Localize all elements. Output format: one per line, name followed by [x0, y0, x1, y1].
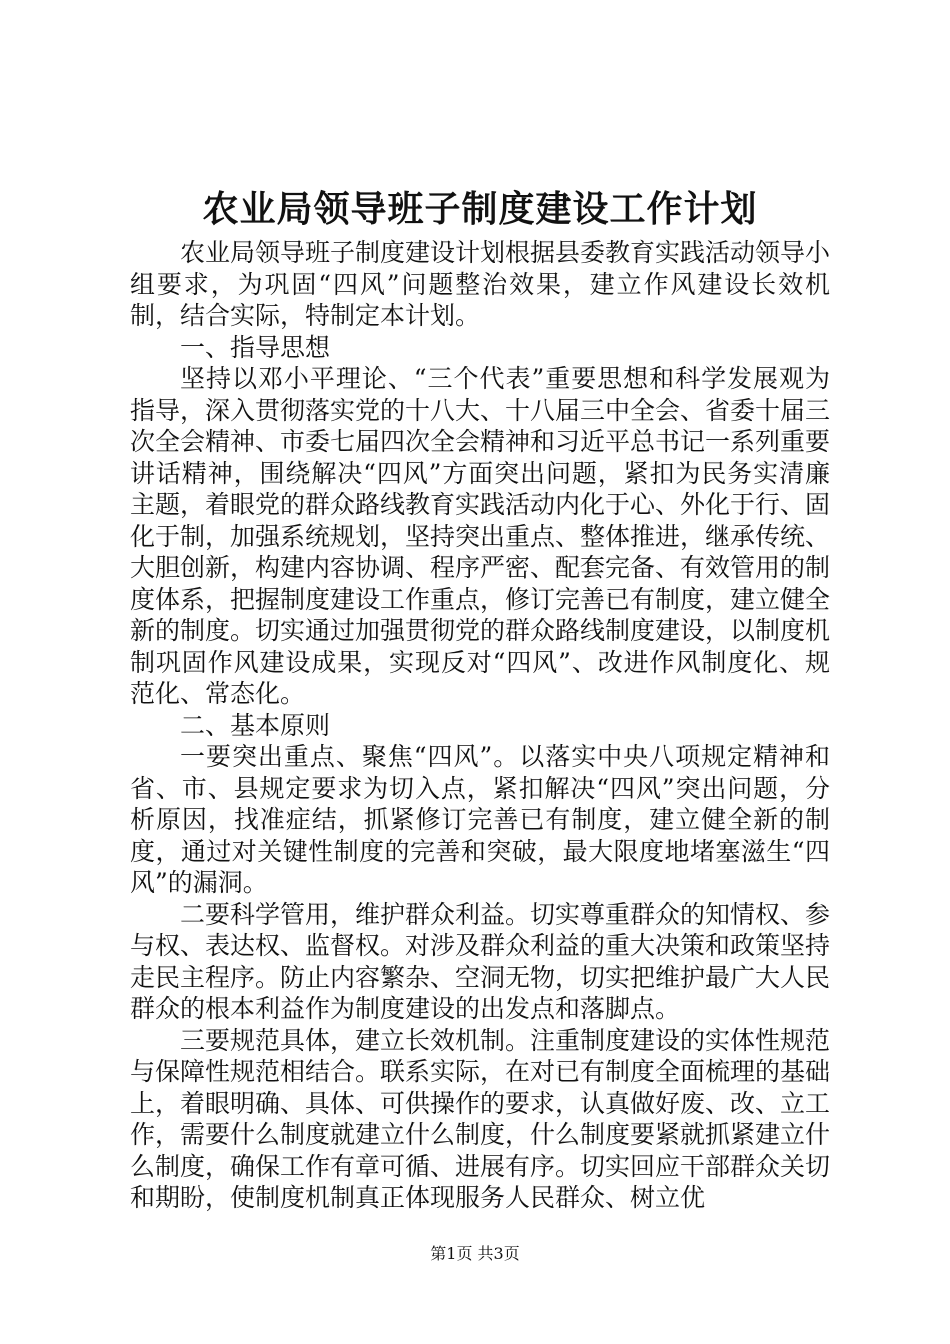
principle-one-paragraph: 一要突出重点、聚焦“四风”。以落实中央八项规定精神和省、市、县规定要求为切入点，紧扣解决“四风”突出问题，分析原因，找准症结，抓紧修订完善已有制度，建立健全新的制度，通过对关键性制度的完善和突破，最大限度地堵塞滋生“四风”的漏洞。	[130, 742, 830, 897]
guiding-ideology-paragraph: 坚持以邓小平理论、“三个代表”重要思想和科学发展观为指导，深入贯彻落实党的十八大、十八届三中全会、省委十届三次全会精神、市委七届四次全会精神和习近平总书记一系列重要讲话精神，围绕解决“四风”方面突出问题，紧扣为民务实清廉主题，着眼党的群众路线教育实践活动内化于心、外化于行、固化于制，加强系统规划，坚持突出重点、整体推进，继承传统、大胆创新，构建内容协调、程序严密、配套完备、有效管用的制度体系，把握制度建设工作重点，修订完善已有制度，建立健全新的制度。切实通过加强贯彻党的群众路线制度建设，以制度机制巩固作风建设成果，实现反对“四风”、改进作风制度化、规范化、常态化。	[130, 364, 831, 708]
section-heading-basic-principles: 二、基本原则	[180, 710, 331, 740]
page-footer: 第1页 共3页	[430, 1244, 520, 1263]
principle-three-paragraph: 三要规范具体，建立长效机制。注重制度建设的实体性规范与保障性规范相结合。联系实际，在对已有制度全面梳理的基础上，着眼明确、具体、可供操作的要求，认真做好废、改、立工作，需要什么制度就建立什么制度，什么制度要紧就抓紧建立什么制度，确保工作有章可循、进展有序。切实回应干部群众关切和期盼，使制度机制真正体现服务人民群众、树立优	[130, 1025, 831, 1212]
section-heading-guiding-ideology: 一、指导思想	[180, 332, 331, 362]
document-body	[130, 237, 830, 1214]
intro-paragraph: 农业局领导班子制度建设计划根据县委教育实践活动领导小组要求，为巩固“四风”问题整治效果，建立作风建设长效机制，结合实际，特制定本计划。	[130, 238, 831, 330]
document-title: 农业局领导班子制度建设工作计划	[202, 188, 758, 230]
principle-two-paragraph: 二要科学管用，维护群众利益。切实尊重群众的知情权、参与权、表达权、监督权。对涉及群众利益的重大决策和政策坚持走民主程序。防止内容繁杂、空洞无物，切实把维护最广大人民群众的根本利益作为制度建设的出发点和落脚点。	[130, 899, 831, 1023]
